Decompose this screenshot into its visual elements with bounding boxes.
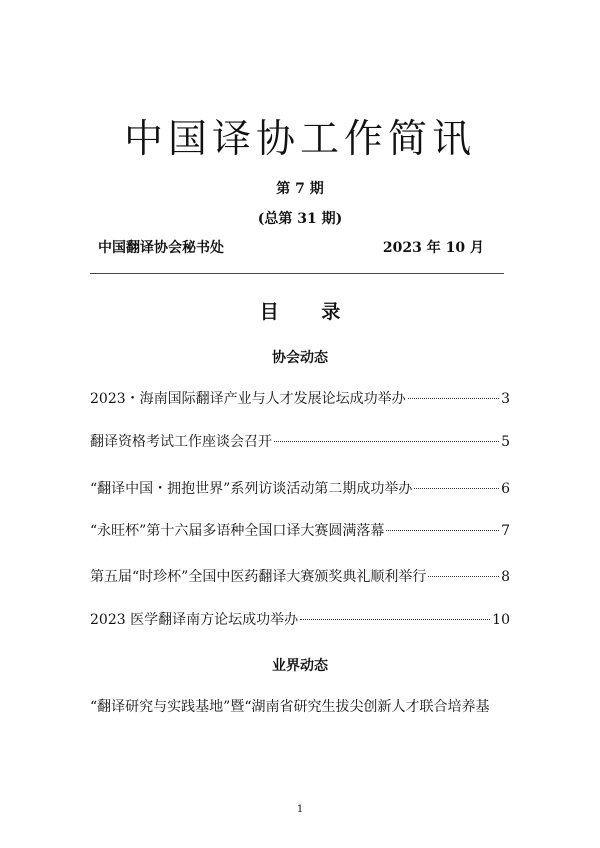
toc-entry-page: 5 (501, 434, 510, 450)
toc-entry-title: “永旺杯”第十六届多语种全国口译大赛圆满落幕 (90, 523, 385, 539)
toc-entry-title: 第五届“时珍杯”全国中医药翻译大赛颁奖典礼顺利举行 (90, 569, 427, 585)
section-title-industry-news: 业界动态 (272, 658, 328, 674)
issue-number: 第 7 期 (276, 181, 324, 197)
page-number: 1 (296, 804, 304, 815)
toc-entry[interactable] (90, 432, 510, 452)
toc-entry[interactable] (90, 389, 510, 409)
toc-entry-title: “翻译中国・拥抱世界”系列访谈活动第二期成功举办 (90, 481, 413, 497)
toc-entry-title: 2023 医学翻译南方论坛成功举办 (90, 612, 299, 628)
toc-entry[interactable] (90, 521, 510, 541)
toc-leader (414, 488, 499, 489)
toc-entry-page: 10 (492, 612, 510, 628)
publication-date: 2023 年 10 月 (382, 240, 484, 256)
page-title: 中国译协工作简讯 (123, 117, 476, 162)
toc-heading: 目 录 (259, 301, 359, 323)
toc-leader (386, 530, 499, 531)
toc-leader (408, 398, 499, 399)
toc-leader (274, 441, 499, 442)
toc-leader (300, 619, 490, 620)
toc-entry[interactable] (90, 697, 510, 717)
toc-leader (428, 576, 499, 577)
toc-entry-page: 7 (501, 523, 510, 539)
toc-entry-page: 8 (501, 569, 510, 585)
total-issue-number: (总第 31 期) (257, 211, 343, 227)
toc-entry-page: 3 (501, 391, 510, 407)
section-title-association-news: 协会动态 (272, 350, 328, 366)
toc-entry[interactable] (90, 567, 510, 587)
toc-entry-title: 2023・海南国际翻译产业与人才发展论坛成功举办 (90, 391, 406, 407)
toc-entry-title: “翻译研究与实践基地”暨“湖南省研究生拔尖创新人才联合培养基 (90, 699, 490, 715)
publication-meta (98, 237, 484, 257)
toc-entry[interactable] (90, 479, 510, 499)
toc-entry-page: 6 (501, 481, 510, 497)
publisher: 中国翻译协会秘书处 (98, 240, 224, 256)
toc-entry[interactable] (90, 610, 510, 630)
header-divider (90, 273, 504, 274)
toc-entry-title: 翻译资格考试工作座谈会召开 (90, 434, 272, 450)
